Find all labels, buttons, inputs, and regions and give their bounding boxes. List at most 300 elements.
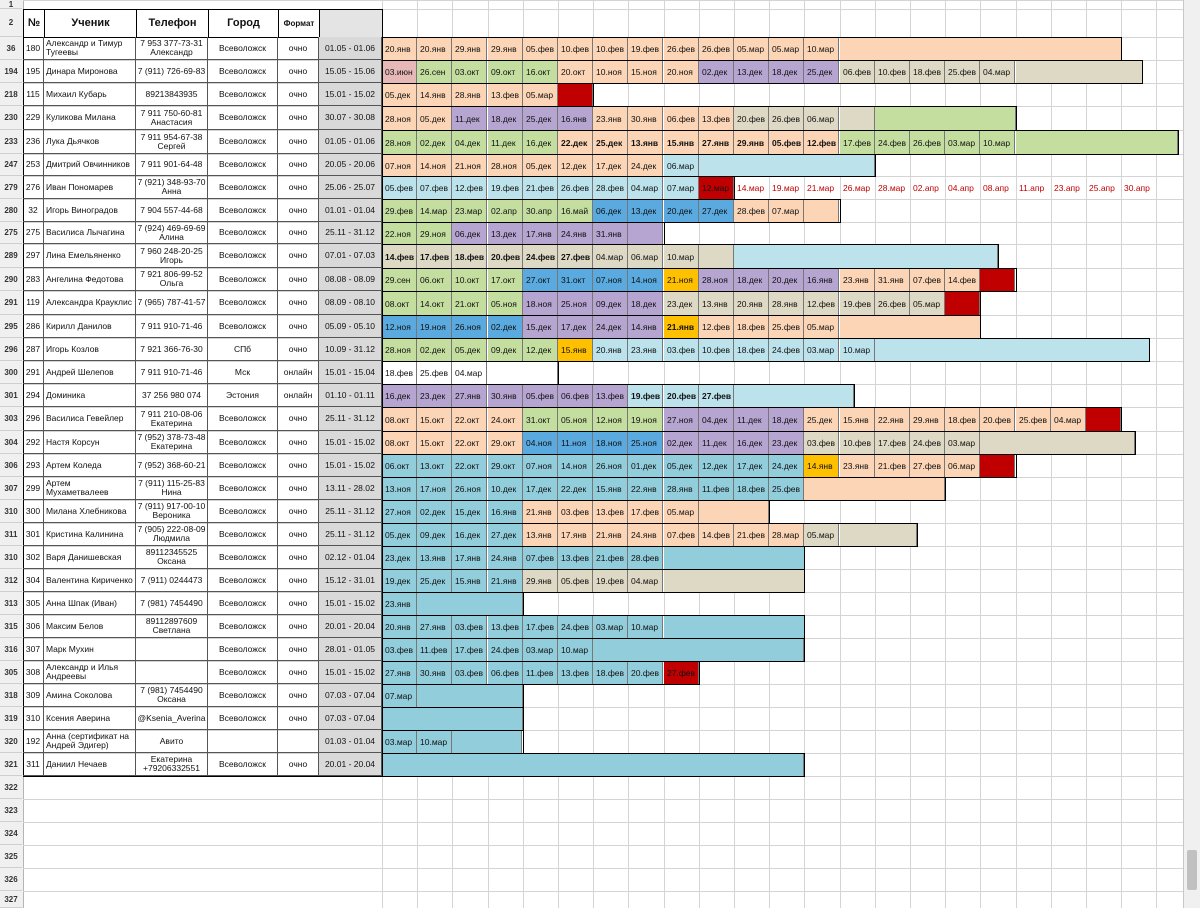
student-number[interactable]: 309	[23, 684, 44, 707]
student-name[interactable]: Артем Коледа	[44, 454, 136, 477]
lesson-date[interactable]: 05.дек	[382, 84, 417, 106]
lesson-date[interactable]: 04.мар	[980, 61, 1015, 83]
row-number[interactable]: 275	[0, 222, 22, 244]
student-phone[interactable]: 7 911 910-71-46	[136, 315, 208, 338]
lesson-date[interactable]: 06.фев	[664, 107, 699, 130]
student-phone[interactable]: 7 (952) 378-73-48 Екатерина	[136, 431, 208, 454]
student-phone[interactable]: 7 904 557-44-68	[136, 199, 208, 222]
lesson-date[interactable]: 25.фев	[1016, 408, 1051, 431]
lesson-date[interactable]: 05.мар	[804, 316, 839, 338]
lesson-date[interactable]: 22.янв	[628, 478, 663, 500]
student-city[interactable]: Всеволожск	[208, 291, 278, 315]
lesson-date[interactable]: 10.мар	[840, 339, 875, 361]
lesson-date[interactable]: 07.фев	[910, 269, 945, 291]
student-format[interactable]: очно	[278, 454, 319, 477]
student-period[interactable]: 25.11 - 31.12	[319, 523, 382, 546]
student-phone[interactable]: 7 (965) 787-41-57	[136, 291, 208, 315]
student-name[interactable]: Артем Мухаметвалеев	[44, 477, 136, 500]
lesson-date[interactable]: 16.янв	[488, 501, 523, 523]
student-city[interactable]: Всеволожск	[208, 199, 278, 222]
lesson-date[interactable]: 05.мар	[910, 292, 945, 315]
lesson-date[interactable]: 04.мар	[628, 177, 663, 199]
row-number[interactable]: 303	[0, 407, 22, 431]
lesson-date[interactable]: 09.дек	[417, 524, 452, 546]
lesson-date[interactable]: 07.мар	[382, 685, 417, 707]
student-number[interactable]: 236	[23, 130, 44, 154]
lesson-date[interactable]: 24.фев	[910, 432, 945, 454]
student-format[interactable]: очно	[278, 199, 319, 222]
lesson-date[interactable]: 25.фев	[769, 316, 804, 338]
student-format[interactable]: очно	[278, 707, 319, 730]
lesson-date[interactable]: 19.дек	[382, 570, 417, 592]
lesson-date[interactable]: 30.янв	[417, 662, 452, 684]
lesson-date[interactable]: 17.фев	[523, 616, 558, 638]
lesson-date[interactable]: 13.дек	[488, 223, 523, 244]
lesson-date[interactable]: 27.дек	[699, 200, 734, 222]
lesson-date[interactable]: 28.янв	[664, 478, 699, 500]
student-name[interactable]: Кирилл Данилов	[44, 315, 136, 338]
student-name[interactable]: Анна Шпак (Иван)	[44, 592, 136, 615]
lesson-date[interactable]: 20.янв	[417, 38, 452, 60]
lesson-date[interactable]: 13.фев	[558, 662, 593, 684]
student-period[interactable]: 02.12 - 01.04	[319, 546, 382, 569]
lesson-date[interactable]: 18.ноя	[523, 292, 558, 315]
lesson-date[interactable]: 18.фев	[945, 408, 980, 431]
lesson-date[interactable]: 30.янв	[628, 107, 663, 130]
student-period[interactable]: 01.10 - 01.11	[319, 384, 382, 407]
lesson-date[interactable]: 24.фев	[875, 131, 910, 154]
lesson-date[interactable]: 13.янв	[628, 131, 663, 154]
student-phone[interactable]: 7 (911) 726-69-83	[136, 60, 208, 83]
lesson-date[interactable]: 14.ноя	[417, 155, 452, 176]
lesson-date[interactable]: 21.янв	[664, 316, 699, 338]
lesson-date[interactable]: 09.дек	[593, 292, 628, 315]
student-number[interactable]: 180	[23, 37, 44, 60]
lesson-date[interactable]: 06.мар	[945, 455, 980, 477]
student-number[interactable]: 287	[23, 338, 44, 361]
lesson-date[interactable]: 05.фев	[558, 570, 593, 592]
lesson-date[interactable]: 03.мар	[523, 639, 558, 661]
lesson-date[interactable]: 16.дек	[523, 131, 558, 154]
student-phone[interactable]: 7 911 910-71-46	[136, 361, 208, 384]
lesson-date[interactable]: 05.дек	[452, 339, 487, 361]
lesson-date[interactable]: 10.фев	[699, 339, 734, 361]
student-format[interactable]: очно	[278, 106, 319, 130]
lesson-date[interactable]: 02.апр	[488, 200, 523, 222]
student-city[interactable]: Всеволожск	[208, 244, 278, 268]
lesson-date[interactable]: 10.фев	[593, 38, 628, 60]
student-number[interactable]: 253	[23, 154, 44, 176]
student-format[interactable]: очно	[278, 176, 319, 199]
student-phone[interactable]: 7 (981) 7454490	[136, 592, 208, 615]
lesson-date[interactable]: 26.ноя	[452, 478, 487, 500]
student-phone[interactable]: Екатерина +79206332551	[136, 753, 208, 776]
row-number[interactable]: 316	[0, 638, 22, 661]
student-name[interactable]: Александра Крауклис	[44, 291, 136, 315]
row-number[interactable]: 310	[0, 546, 22, 569]
lesson-date[interactable]: 12.мар	[699, 177, 734, 199]
student-number[interactable]: 299	[23, 477, 44, 500]
lesson-date[interactable]: 18.дек	[628, 292, 663, 315]
planned-date[interactable]: 23.апр	[1054, 183, 1080, 193]
lesson-date[interactable]: 02.дек	[664, 432, 699, 454]
student-city[interactable]: Всеволожск	[208, 222, 278, 244]
lesson-date[interactable]: 13.фев	[558, 547, 593, 569]
row-number[interactable]: 233	[0, 130, 22, 154]
student-name[interactable]: Василиса Гевейлер	[44, 407, 136, 431]
lesson-date[interactable]: 25.дек	[804, 408, 839, 431]
lesson-date[interactable]: 10.мар	[628, 616, 663, 638]
student-phone[interactable]: 7 (981) 7454490 Оксана	[136, 684, 208, 707]
lesson-date[interactable]: 11.фев	[523, 662, 558, 684]
lesson-date[interactable]: 13.дек	[628, 200, 663, 222]
row-number[interactable]: 324	[0, 822, 22, 845]
lesson-date[interactable]: 04.мар	[1051, 408, 1086, 431]
student-number[interactable]: 275	[23, 222, 44, 244]
lesson-date[interactable]: 23.янв	[840, 455, 875, 477]
lesson-date[interactable]: 21.фев	[593, 547, 628, 569]
student-name[interactable]: Максим Белов	[44, 615, 136, 638]
student-period[interactable]: 15.01 - 15.02	[319, 592, 382, 615]
student-phone[interactable]: Авито	[136, 730, 208, 753]
lesson-date[interactable]: 27.фев	[699, 385, 734, 407]
lesson-date[interactable]: 13.янв	[523, 524, 558, 546]
lesson-date[interactable]: 02.дек	[417, 501, 452, 523]
lesson-date[interactable]: 20.ноя	[664, 61, 699, 83]
lesson-date[interactable]: 13.ноя	[382, 478, 417, 500]
planned-date[interactable]: 08.апр	[983, 183, 1009, 193]
lesson-date[interactable]: 31.окт	[558, 269, 593, 291]
lesson-date[interactable]: 22.янв	[875, 408, 910, 431]
lesson-date[interactable]: 03.мар	[945, 131, 980, 154]
lesson-date[interactable]: 21.фев	[875, 455, 910, 477]
row-number[interactable]: 321	[0, 753, 22, 776]
student-number[interactable]: 301	[23, 523, 44, 546]
student-name[interactable]: Милана Хлебникова	[44, 500, 136, 523]
student-period[interactable]: 15.01 - 15.02	[319, 661, 382, 684]
student-city[interactable]: Всеволожск	[208, 106, 278, 130]
lesson-date[interactable]: 15.янв	[840, 408, 875, 431]
lesson-date[interactable]: 21.янв	[593, 524, 628, 546]
student-name[interactable]: Марк Мухин	[44, 638, 136, 661]
student-name[interactable]: Динара Миронова	[44, 60, 136, 83]
student-format[interactable]: очно	[278, 684, 319, 707]
lesson-date[interactable]: 28.фев	[628, 547, 663, 569]
scrollbar-thumb[interactable]	[1187, 850, 1197, 890]
student-name[interactable]: Валентина Кириченко	[44, 569, 136, 592]
lesson-date[interactable]: 05.фев	[523, 385, 558, 407]
lesson-date[interactable]: 08.окт	[382, 432, 417, 454]
lesson-date[interactable]: 23.мар	[452, 200, 487, 222]
student-phone[interactable]: 7 (921) 348-93-70 Анна	[136, 176, 208, 199]
lesson-date[interactable]: 26.ноя	[452, 316, 487, 338]
planned-date[interactable]: 04.апр	[948, 183, 974, 193]
student-period[interactable]: 28.01 - 01.05	[319, 638, 382, 661]
lesson-date[interactable]: 10.фев	[875, 61, 910, 83]
student-format[interactable]: очно	[278, 244, 319, 268]
student-number[interactable]: 286	[23, 315, 44, 338]
lesson-date[interactable]: 20.дек	[769, 269, 804, 291]
lesson-date[interactable]: 04.дек	[699, 408, 734, 431]
lesson-date[interactable]: 26.фев	[910, 131, 945, 154]
lesson-date[interactable]: 05.фев	[769, 131, 804, 154]
row-number[interactable]: 301	[0, 384, 22, 407]
lesson-date[interactable]: 03.фев	[452, 662, 487, 684]
lesson-date[interactable]: 05.дек	[382, 524, 417, 546]
lesson-date[interactable]: 14.ноя	[628, 269, 663, 291]
lesson-date[interactable]: 19.ноя	[628, 408, 663, 431]
student-phone[interactable]: 7 911 954-67-38 Сергей	[136, 130, 208, 154]
lesson-date[interactable]: 07.мар	[769, 200, 804, 222]
lesson-date[interactable]: 31.янв	[875, 269, 910, 291]
student-number[interactable]: 294	[23, 384, 44, 407]
lesson-date[interactable]: 16.янв	[558, 107, 593, 130]
lesson-date[interactable]: 14.фев	[699, 524, 734, 546]
student-format[interactable]: очно	[278, 569, 319, 592]
lesson-date[interactable]: 24.янв	[488, 547, 523, 569]
lesson-date[interactable]: 16.дек	[382, 385, 417, 407]
lesson-date[interactable]: 21.фев	[734, 524, 769, 546]
row-number[interactable]: 312	[0, 569, 22, 592]
student-name[interactable]: Куликова Милана	[44, 106, 136, 130]
student-period[interactable]: 15.01 - 15.02	[319, 83, 382, 106]
planned-date[interactable]: 26.мар	[843, 183, 871, 193]
student-phone[interactable]: 7 921 366-76-30	[136, 338, 208, 361]
lesson-date[interactable]: 14.фев	[382, 245, 417, 268]
lesson-date[interactable]: 30.апр	[523, 200, 558, 222]
lesson-date[interactable]: 24.фев	[523, 245, 558, 268]
row-number[interactable]: 247	[0, 154, 22, 176]
lesson-date[interactable]: 18.дек	[769, 61, 804, 83]
lesson-date[interactable]: 29.янв	[523, 570, 558, 592]
row-number[interactable]: 306	[0, 454, 22, 477]
lesson-date[interactable]: 27.фев	[558, 245, 593, 268]
lesson-date[interactable]: 23.дек	[664, 292, 699, 315]
student-name[interactable]: Андрей Шелепов	[44, 361, 136, 384]
student-period[interactable]: 25.06 - 25.07	[319, 176, 382, 199]
student-format[interactable]: онлайн	[278, 361, 319, 384]
lesson-date[interactable]: 29.окт	[488, 432, 523, 454]
student-name[interactable]: Настя Корсун	[44, 431, 136, 454]
lesson-date[interactable]: 18.фев	[734, 339, 769, 361]
student-number[interactable]: 307	[23, 638, 44, 661]
student-number[interactable]: 229	[23, 106, 44, 130]
row-number[interactable]: 289	[0, 244, 22, 268]
lesson-date[interactable]: 20.фев	[734, 107, 769, 130]
student-format[interactable]: очно	[278, 60, 319, 83]
student-period[interactable]: 01.05 - 01.06	[319, 130, 382, 154]
lesson-date[interactable]: 07.фев	[523, 547, 558, 569]
student-period[interactable]: 25.11 - 31.12	[319, 407, 382, 431]
lesson-date[interactable]: 05.фев	[523, 38, 558, 60]
row-number[interactable]: 2	[0, 9, 22, 37]
row-number[interactable]: 320	[0, 730, 22, 753]
lesson-date[interactable]: 13.окт	[417, 455, 452, 477]
row-number[interactable]: 280	[0, 199, 22, 222]
student-format[interactable]: очно	[278, 83, 319, 106]
lesson-date[interactable]: 15.янв	[558, 339, 593, 361]
lesson-date[interactable]: 05.дек	[417, 107, 452, 130]
student-name[interactable]: Лина Емельяненко	[44, 244, 136, 268]
student-city[interactable]: Всеволожск	[208, 546, 278, 569]
student-city[interactable]: Всеволожск	[208, 753, 278, 776]
lesson-date[interactable]: 10.мар	[558, 639, 593, 661]
lesson-date[interactable]: 11.дек	[488, 131, 523, 154]
student-format[interactable]: очно	[278, 477, 319, 500]
lesson-date[interactable]: 20.окт	[558, 61, 593, 83]
lesson-date[interactable]: 23.янв	[593, 107, 628, 130]
student-phone[interactable]: 7 (911) 917-00-10 Вероника	[136, 500, 208, 523]
lesson-date[interactable]: 18.дек	[488, 107, 523, 130]
row-number[interactable]: 322	[0, 776, 22, 799]
student-phone[interactable]: 7 (952) 368-60-21	[136, 454, 208, 477]
student-format[interactable]: очно	[278, 592, 319, 615]
lesson-date[interactable]: 17.дек	[558, 316, 593, 338]
lesson-date[interactable]: 15.дек	[523, 316, 558, 338]
lesson-date[interactable]: 04.ноя	[523, 432, 558, 454]
student-number[interactable]: 297	[23, 244, 44, 268]
lesson-date[interactable]: 29.фев	[382, 200, 417, 222]
lesson-date[interactable]: 29.ноя	[417, 223, 452, 244]
lesson-date[interactable]: 25.дек	[523, 107, 558, 130]
student-period[interactable]: 15.12 - 31.01	[319, 569, 382, 592]
student-phone[interactable]: 7 (905) 222-08-09 Людмила	[136, 523, 208, 546]
row-number[interactable]: 295	[0, 315, 22, 338]
student-city[interactable]: Всеволожск	[208, 130, 278, 154]
lesson-date[interactable]: 10.мар	[980, 131, 1015, 154]
lesson-date[interactable]: 16.дек	[734, 432, 769, 454]
student-city[interactable]: Всеволожск	[208, 37, 278, 60]
student-format[interactable]: очно	[278, 315, 319, 338]
lesson-date[interactable]: 05.фев	[382, 177, 417, 199]
lesson-date[interactable]: 22.дек	[558, 131, 593, 154]
student-city[interactable]: Всеволожск	[208, 707, 278, 730]
lesson-date[interactable]: 12.фев	[452, 177, 487, 199]
student-city[interactable]: Всеволожск	[208, 83, 278, 106]
lesson-date[interactable]: 05.ноя	[558, 408, 593, 431]
lesson-date[interactable]: 13.фев	[593, 501, 628, 523]
student-format[interactable]: очно	[278, 130, 319, 154]
student-period[interactable]: 25.11 - 31.12	[319, 222, 382, 244]
row-number[interactable]: 327	[0, 891, 22, 908]
lesson-date[interactable]: 23.янв	[382, 593, 417, 615]
lesson-date[interactable]: 21.янв	[523, 501, 558, 523]
lesson-date[interactable]: 15.дек	[452, 501, 487, 523]
lesson-date[interactable]: 05.ноя	[488, 292, 523, 315]
student-period[interactable]: 20.01 - 20.04	[319, 753, 382, 776]
lesson-date[interactable]: 05.мар	[734, 38, 769, 60]
student-city[interactable]: Всеволожск	[208, 60, 278, 83]
lesson-date[interactable]: 01.дек	[628, 455, 663, 477]
row-number[interactable]: 230	[0, 106, 22, 130]
student-city[interactable]: Всеволожск	[208, 454, 278, 477]
lesson-date[interactable]: 15.янв	[452, 570, 487, 592]
student-format[interactable]: очно	[278, 338, 319, 361]
student-period[interactable]: 07.01 - 07.03	[319, 244, 382, 268]
student-name[interactable]: Даниил Нечаев	[44, 753, 136, 776]
lesson-date[interactable]: 20.янв	[382, 616, 417, 638]
student-number[interactable]: 115	[23, 83, 44, 106]
lesson-date[interactable]: 11.фев	[417, 639, 452, 661]
lesson-date[interactable]: 08.окт	[382, 292, 417, 315]
row-number[interactable]: 290	[0, 268, 22, 291]
student-phone[interactable]: 7 960 248-20-25 Игорь	[136, 244, 208, 268]
lesson-date[interactable]: 26.фев	[558, 177, 593, 199]
lesson-date[interactable]: 15.янв	[593, 478, 628, 500]
student-city[interactable]: Мск	[208, 361, 278, 384]
lesson-date[interactable]: 03.фев	[558, 501, 593, 523]
student-number[interactable]: 283	[23, 268, 44, 291]
student-period[interactable]: 20.05 - 20.06	[319, 154, 382, 176]
lesson-date[interactable]: 24.окт	[488, 408, 523, 431]
lesson-date[interactable]: 06.дек	[593, 200, 628, 222]
lesson-date[interactable]: 06.окт	[417, 269, 452, 291]
student-period[interactable]: 07.03 - 07.04	[319, 684, 382, 707]
student-city[interactable]: Всеволожск	[208, 477, 278, 500]
lesson-date[interactable]: 10.мар	[664, 245, 699, 268]
lesson-date[interactable]: 25.фев	[945, 61, 980, 83]
lesson-date[interactable]: 27.фев	[910, 455, 945, 477]
student-name[interactable]: Василиса Лычагина	[44, 222, 136, 244]
lesson-date[interactable]: 20.янв	[593, 339, 628, 361]
lesson-date[interactable]: 04.мар	[452, 362, 487, 384]
student-format[interactable]: очно	[278, 753, 319, 776]
row-number[interactable]: 296	[0, 338, 22, 361]
student-name[interactable]: Иван Пономарев	[44, 176, 136, 199]
lesson-date[interactable]: 13.янв	[699, 292, 734, 315]
lesson-date[interactable]: 25.ноя	[558, 292, 593, 315]
lesson-date[interactable]: 27.дек	[488, 524, 523, 546]
lesson-date[interactable]: 24.янв	[558, 223, 593, 244]
row-number[interactable]: 307	[0, 477, 22, 500]
lesson-date[interactable]: 02.дек	[699, 61, 734, 83]
lesson-date[interactable]: 07.ноя	[593, 269, 628, 291]
student-number[interactable]: 292	[23, 431, 44, 454]
planned-date[interactable]: 21.мар	[807, 183, 835, 193]
lesson-date[interactable]: 03.фев	[664, 339, 699, 361]
lesson-date[interactable]: 04.мар	[628, 570, 663, 592]
lesson-date[interactable]: 26.фев	[875, 292, 910, 315]
student-phone[interactable]	[136, 661, 208, 684]
lesson-date[interactable]: 03.мар	[382, 731, 417, 753]
lesson-date[interactable]: 06.дек	[452, 223, 487, 244]
lesson-date[interactable]: 04.мар	[593, 245, 628, 268]
student-period[interactable]: 15.01 - 15.02	[319, 454, 382, 477]
planned-date[interactable]: 19.мар	[772, 183, 800, 193]
student-name[interactable]: Лука Дьячков	[44, 130, 136, 154]
lesson-date[interactable]: 12.ноя	[593, 408, 628, 431]
planned-date[interactable]: 25.апр	[1089, 183, 1115, 193]
student-number[interactable]: 310	[23, 707, 44, 730]
lesson-date[interactable]: 10.фев	[840, 432, 875, 454]
lesson-date[interactable]: 13.дек	[734, 61, 769, 83]
student-phone[interactable]: 89112345525 Оксана	[136, 546, 208, 569]
lesson-date[interactable]: 12.дек	[523, 339, 558, 361]
lesson-date[interactable]: 05.мар	[523, 84, 558, 106]
lesson-date[interactable]: 12.фев	[804, 131, 839, 154]
lesson-date[interactable]: 27.янв	[699, 131, 734, 154]
lesson-date[interactable]: 21.янв	[488, 570, 523, 592]
student-phone[interactable]: 7 921 806-99-52 Ольга	[136, 268, 208, 291]
student-format[interactable]: очно	[278, 268, 319, 291]
student-number[interactable]: 291	[23, 361, 44, 384]
student-format[interactable]: очно	[278, 638, 319, 661]
lesson-date[interactable]: 20.фев	[488, 245, 523, 268]
student-number[interactable]: 300	[23, 500, 44, 523]
lesson-date[interactable]: 10.окт	[452, 269, 487, 291]
student-name[interactable]: Амина Соколова	[44, 684, 136, 707]
row-number[interactable]: 304	[0, 431, 22, 454]
